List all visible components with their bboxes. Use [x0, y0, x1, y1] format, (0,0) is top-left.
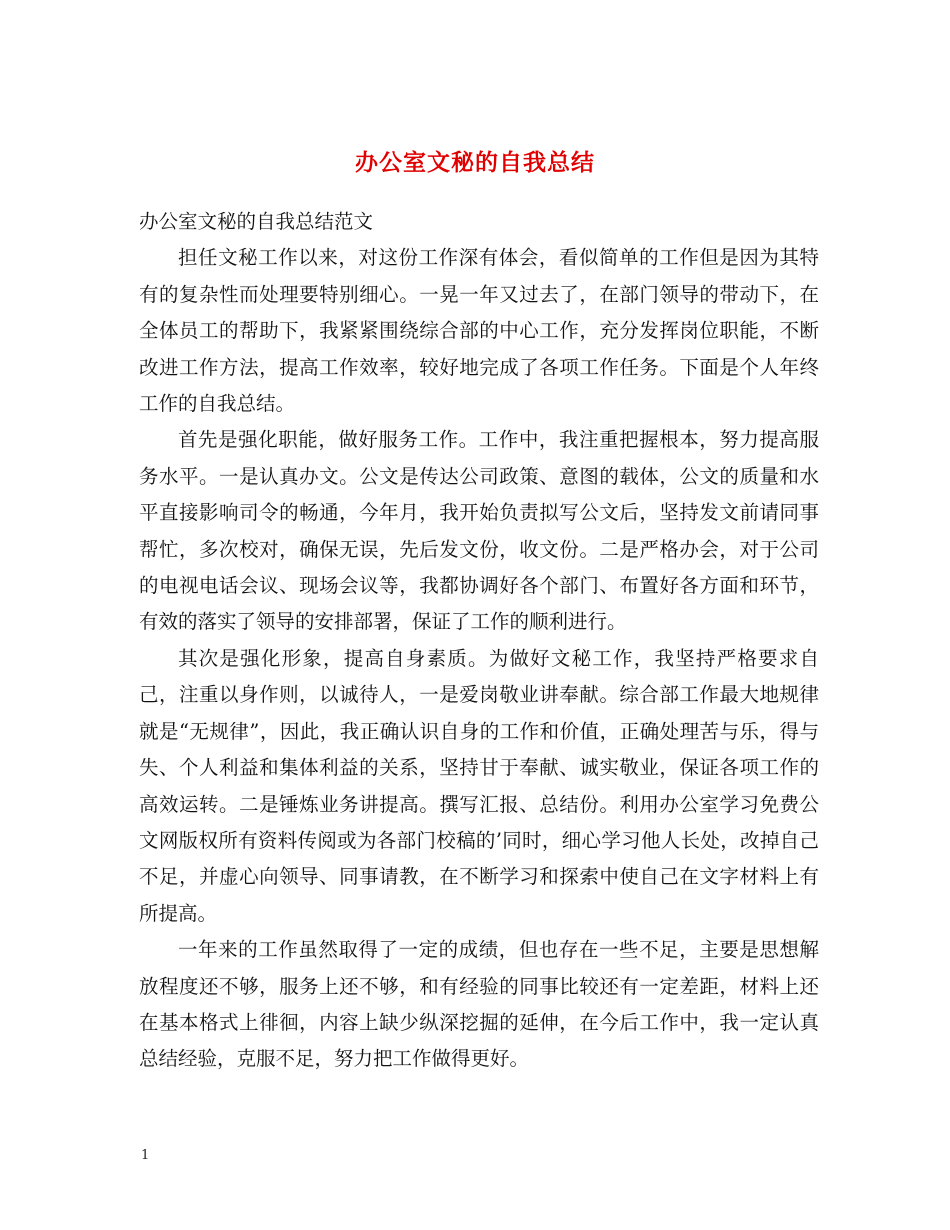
document-body — [139, 204, 819, 1078]
document-subtitle: 办公室文秘的自我总结范文 — [139, 210, 374, 233]
paragraph-image: 其次是强化形象，提高自身素质。为做好文秘工作，我坚持严格要求自己，注重以身作则，以诚待人，一是爱岗敬业讲奉献。综合部工作最大地规律就是“无规律”，因此，我正确认识自身的工作和价值，正确处理苦与乐，得与失、个人利益和集体利益的关系，坚持甘于奉献、诚实敬业，保证各项工作的高效运转。二是锤炼业务讲提高。撰写汇报、总结份。利用办公室学习免费公文网版权所有资料传阅或为各部门校稿的’同时，细心学习他人长处，改掉自己不足，并虚心向领导、同事请教，在不断学习和探索中使自己在文字材料上有所提高。 — [139, 646, 819, 925]
paragraph-conclusion: 一年来的工作虽然取得了一定的成绩，但也存在一些不足，主要是思想解放程度还不够，服务上还不够，和有经验的同事比较还有一定差距，材料上还在基本格式上徘徊，内容上缺少纵深挖掘的延伸，在今后工作中，我一定认真总结经验，克服不足，努力把工作做得更好。 — [139, 938, 819, 1071]
paragraph-service: 首先是强化职能，做好服务工作。工作中，我注重把握根本，努力提高服务水平。一是认真办文。公文是传达公司政策、意图的载体，公文的质量和水平直接影响司令的畅通，今年月，我开始负责拟写公文后，坚持发文前请同事帮忙，多次校对，确保无误，先后发文份，收文份。二是严格办会，对于公司的电视电话会议、现场会议等，我都协调好各个部门、布置好各方面和环节，有效的落实了领导的安排部署，保证了工作的顺利进行。 — [139, 428, 819, 634]
document-title: 办公室文秘的自我总结 — [355, 149, 595, 177]
page-number: 1 — [141, 1148, 150, 1163]
paragraph-intro: 担任文秘工作以来，对这份工作深有体会，看似简单的工作但是因为其特有的复杂性而处理要特别细心。一晃一年又过去了，在部门领导的带动下，在全体员工的帮助下，我紧紧围绕综合部的中心工作，充分发挥岗位职能，不断改进工作方法，提高工作效率，较好地完成了各项工作任务。下面是个人年终工作的自我总结。 — [139, 246, 819, 416]
